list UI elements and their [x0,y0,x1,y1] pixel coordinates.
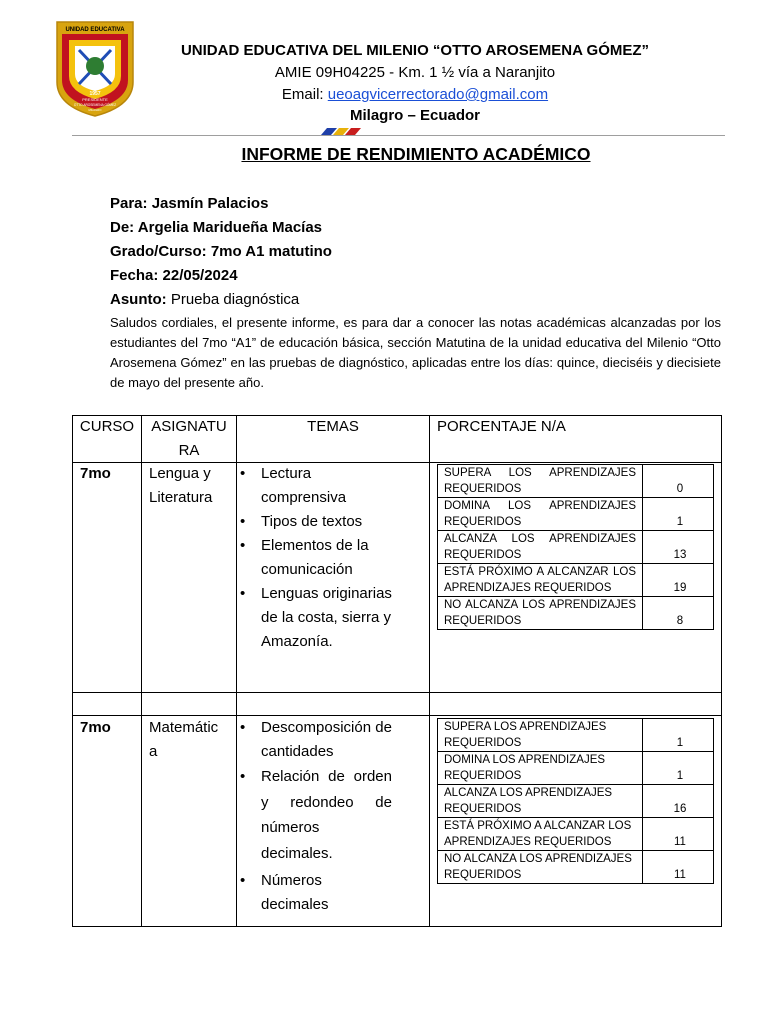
logo-text-year: 1957 [89,91,101,97]
level-row [438,564,714,597]
level-value: 13 [643,531,714,564]
level-row [438,851,714,884]
school-name: UNIDAD EDUCATIVA DEL MILENIO “OTTO AROSEMENA GÓMEZ” [180,42,650,59]
header-temas: TEMAS [307,418,359,435]
level-value: 1 [643,752,714,785]
school-address: AMIE 09H04225 - Km. 1 ½ vía a Naranjito [274,64,556,81]
level-row [438,818,714,851]
row1-topic: • Lenguas originarias de la costa, sierra y Amazonía. [232,582,392,654]
meta-fecha: Fecha: 22/05/2024 [110,267,238,284]
row2-topic: • Números decimales [232,869,392,917]
meta-asunto [110,291,299,308]
email-link[interactable]: ueoagvicerrectorado@gmail.com [327,86,549,103]
row1-asignatura: Lengua y Literatura [149,465,213,506]
header-asignatura-1: ASIGNATU [151,418,227,435]
row1-curso: 7mo [80,465,111,482]
level-value: 1 [643,719,714,752]
level-row [438,498,714,531]
row2-asignatura-1: Matemátic [149,719,219,736]
school-city: Milagro – Ecuador [349,107,481,124]
asunto-value: Prueba diagnóstica [166,291,300,308]
level-row [438,531,714,564]
row1-levels-table [437,464,714,630]
level-label: ALCANZA LOS APRENDIZAJES REQUERIDOS [438,785,643,818]
table-border-left [72,415,73,927]
row2-topics-list [232,716,392,917]
level-value: 16 [643,785,714,818]
logo-text-city: MILAGRO [88,108,102,112]
logo-text-top: UNIDAD EDUCATIVA [65,27,125,33]
level-value: 19 [643,564,714,597]
level-value: 11 [643,818,714,851]
email-label: Email: [281,86,328,103]
level-value: 0 [643,465,714,498]
level-row [438,785,714,818]
level-label: SUPERA LOS APRENDIZAJES REQUERIDOS [438,719,643,752]
level-row [438,752,714,785]
decorative-stripe [317,128,363,135]
level-row [438,597,714,630]
level-value: 11 [643,851,714,884]
logo-text-president: PRESIDENTE [82,97,108,102]
row2-asignatura-2: a [149,743,158,760]
header-porcentaje: PORCENTAJE N/A [437,418,566,435]
level-label: DOMINA LOS APRENDIZAJES REQUERIDOS [438,498,643,531]
table-border-bottom [72,926,722,927]
table-border-right [721,415,722,927]
school-email-line [140,86,690,103]
level-row [438,719,714,752]
level-label: ESTÁ PRÓXIMO A ALCANZAR LOS APRENDIZAJES REQUERIDOS [438,564,643,597]
row2-curso: 7mo [80,719,111,736]
meta-grado: Grado/Curso: 7mo A1 matutino [110,243,332,260]
meta-de: De: Argelia Maridueña Macías [110,219,323,236]
level-label: SUPERA LOS APRENDIZAJES REQUERIDOS [438,465,643,498]
level-label: ALCANZA LOS APRENDIZAJES REQUERIDOS [438,531,643,564]
logo-text-name: OTTO AROSEMENA GÓMEZ [73,103,117,107]
row2-topic: • Relación de orden y redondeo de números decimales. [232,764,392,866]
meta-para: Para: Jasmín Palacios [110,195,269,212]
row2-topic: • Descomposición de cantidades [232,716,392,764]
document-title: INFORME DE RENDIMIENTO ACADÉMICO [241,144,591,164]
level-value: 1 [643,498,714,531]
table-col-divider-3 [429,415,430,927]
row2-levels-table [437,718,714,884]
asunto-label: Asunto: [110,291,167,308]
level-row [438,465,714,498]
level-label: NO ALCANZA LOS APRENDIZAJES REQUERIDOS [438,851,643,884]
header-curso: CURSO [79,418,135,435]
table-col-divider-1 [141,415,142,927]
level-label: DOMINA LOS APRENDIZAJES REQUERIDOS [438,752,643,785]
row1-topic: • Tipos de textos [232,510,392,534]
level-value: 8 [643,597,714,630]
header-asignatura-2: RA [178,442,200,459]
level-label: NO ALCANZA LOS APRENDIZAJES REQUERIDOS [438,597,643,630]
table-row1-bottom [72,692,722,693]
intro-paragraph: Saludos cordiales, el presente informe, es para dar a conocer las notas académicas alcanzadas por los estudiantes del 7mo “A1” de educación básica, sección Matutina de la unidad educativa del Milenio “Otto Arosemena Gómez” en las pruebas de diagnóstico, aplicadas entre los días: quince, dieciséis y diecisiete de mayo del presente año. [110,315,721,390]
row1-topic: • Lectura comprensiva [232,462,392,510]
row1-topic: • Elementos de la comunicación [232,534,392,582]
header-divider [72,135,725,136]
school-crest-logo [55,20,135,118]
row1-topics-list [232,462,392,654]
level-label: ESTÁ PRÓXIMO A ALCANZAR LOS APRENDIZAJES REQUERIDOS [438,818,643,851]
